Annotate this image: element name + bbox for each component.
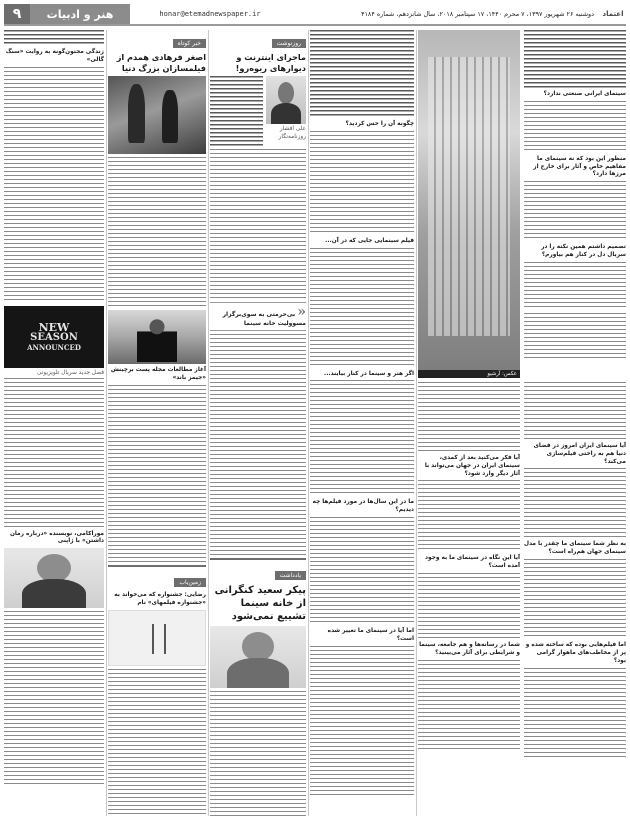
interview-question: اما آیا در سینمای ما تغییر شده است؟: [327, 628, 414, 642]
pull-quote: « بی‌حرمتی به سوی‌برگزار مسوولیت خانه سینما: [210, 302, 306, 331]
date-line: دوشنبه ۲۶ شهریور ۱۳۹۷، ۷ محرم ۱۴۴۰، ۱۷ سپتامبر ۲۰۱۸، سال شانزدهم، شماره ۴۱۸۴: [361, 10, 594, 18]
festival-illustration: [108, 610, 206, 666]
body-text: [310, 646, 414, 796]
body-text: [418, 382, 520, 452]
festival-headline: رضایی: جشنواره که می‌خواند به «جشنواره فیلمهای» نام: [114, 591, 206, 606]
building-photo: [418, 30, 520, 370]
body-text: [310, 248, 414, 368]
body-text: [524, 668, 626, 758]
interview-question: به نظر شما سینمای ما چقدر با مدل سینمای جهان هم‌راه است؟: [524, 541, 626, 556]
section-tag: زمین‌یاب: [174, 578, 206, 587]
interview-question: اگر هنر و سینما در کنار بیایند...: [324, 370, 414, 377]
interview-continuation-column: [310, 30, 414, 816]
body-text: [4, 67, 104, 303]
column-divider: [208, 30, 209, 816]
poster-line: NEW: [38, 320, 70, 334]
body-text: [4, 378, 104, 528]
news-subhead: موراکامی، نویسنده «درباره رمان داشتن» با ژاپنی: [9, 530, 104, 545]
body-text: [524, 313, 626, 359]
body-text: [524, 30, 626, 88]
section-tag: خبر کوتاه: [173, 39, 206, 48]
author-photo: [266, 76, 306, 124]
interview-question: آیا سینمای ایران امروز در فضای دنیا هم به راحتی فیلم‌سازی می‌کند؟: [533, 443, 626, 465]
interview-question: آیا این نگاه در سینمای ما به وجود آمده است؟: [425, 555, 520, 570]
body-text: [108, 385, 206, 565]
quote-icon: «: [297, 304, 306, 321]
body-text: [524, 181, 626, 241]
body-text: [418, 573, 520, 639]
column-divider: [308, 30, 309, 816]
body-text: [210, 691, 306, 816]
poster-line: SEASON: [30, 332, 78, 344]
interview-question: چگونه آن را حس کردید؟: [345, 121, 414, 127]
interview-question: تصمیم داشتم همین نکته را در سریال دل در کنار هم بیاورم؟: [541, 244, 626, 259]
section-tag: روزنوشت: [272, 39, 306, 48]
actor-portrait: [210, 626, 306, 688]
body-text: [524, 468, 626, 538]
body-text: [310, 131, 414, 235]
left-news-column: [4, 30, 104, 816]
section-email[interactable]: honar@etemadnewspaper.ir: [159, 10, 261, 18]
season-poster: [4, 306, 104, 368]
body-text: [210, 334, 306, 558]
news-box: [210, 558, 306, 816]
body-text: [210, 149, 306, 299]
page-number: ۹: [4, 4, 30, 24]
interview-question: شما در رسانه‌ها و هم جامعه، سینما و شرایطی برای آثار می‌بینید؟: [419, 642, 520, 656]
interview-question: آیا فکر می‌کنید بعد از کمدی، سینمای ایران در جهان می‌تواند با آثار دیگر وارد شود؟: [424, 455, 520, 477]
body-text: [524, 262, 626, 310]
news-subhead: زندگی مجنون‌گونه به روایت «سنگ گالی»: [5, 49, 104, 63]
section-title: هنر و ادبیات: [30, 4, 130, 24]
interview-question: سینمای ایرانی صنعتی ندارد؟: [543, 91, 626, 97]
body-text: [524, 382, 626, 440]
column-opinion: [210, 30, 306, 816]
column-headline: ماجرای اینترنت و دیوارهای ریوه‌رو!: [235, 52, 306, 73]
bond-film-photo: [108, 310, 206, 364]
body-text: [310, 380, 414, 496]
body-text: [210, 76, 263, 146]
column-divider: [106, 30, 107, 816]
body-text: [108, 157, 206, 307]
news-headline: اصغر فرهادی همدم از فیلمسازان بزرگ دنیا: [116, 52, 206, 73]
poster-caption: فصل جدید سریال تلویزیونی: [36, 369, 104, 376]
interview-question: منظور این بود که نه سینمای ما مفاهیم خاص و آثار برای خارج از مرزها دارد؟: [533, 155, 626, 178]
news-column: [108, 30, 206, 816]
masthead: [4, 4, 626, 26]
news-headline: پیکر سعید کنگرانی از خانه سینما تشییع نمی‌شود: [214, 585, 306, 623]
author-name: علی افشار: [279, 126, 306, 133]
body-text: [524, 101, 626, 153]
interview-question: فیلم سینمایی جایی که در آن...: [325, 237, 414, 244]
film-still-photo: [108, 76, 206, 154]
poster-line: ANNOUNCED: [27, 342, 81, 352]
body-text: [310, 517, 414, 625]
interview-question: اما فیلم‌هایی بوده که ساخته شده و پر از مخاطب‌های ماهوار گرامی بود؟: [525, 642, 626, 664]
column-divider: [416, 30, 417, 816]
newspaper-logo: اعتماد: [602, 10, 624, 18]
body-text: [418, 480, 520, 552]
festival-box: [108, 565, 206, 816]
body-text: [418, 660, 520, 750]
body-text: [524, 559, 626, 639]
body-text: [310, 30, 414, 118]
author-portrait: [4, 548, 104, 608]
main-interview-column: [418, 30, 626, 816]
photo-caption: عکس: آرشیو: [418, 370, 520, 378]
news-subhead: آغاز مطالعات مجله پست برچینش «جیمز باند»: [110, 367, 206, 382]
interview-question: ما در این سال‌ها در مورد فیلم‌ها چه دیدیم؟: [312, 499, 414, 514]
body-text: [4, 611, 104, 787]
body-text: [108, 669, 206, 816]
body-text: [4, 30, 104, 46]
section-tag: یادداشت: [275, 571, 306, 580]
author-role: روزنامه‌نگار: [278, 134, 306, 141]
